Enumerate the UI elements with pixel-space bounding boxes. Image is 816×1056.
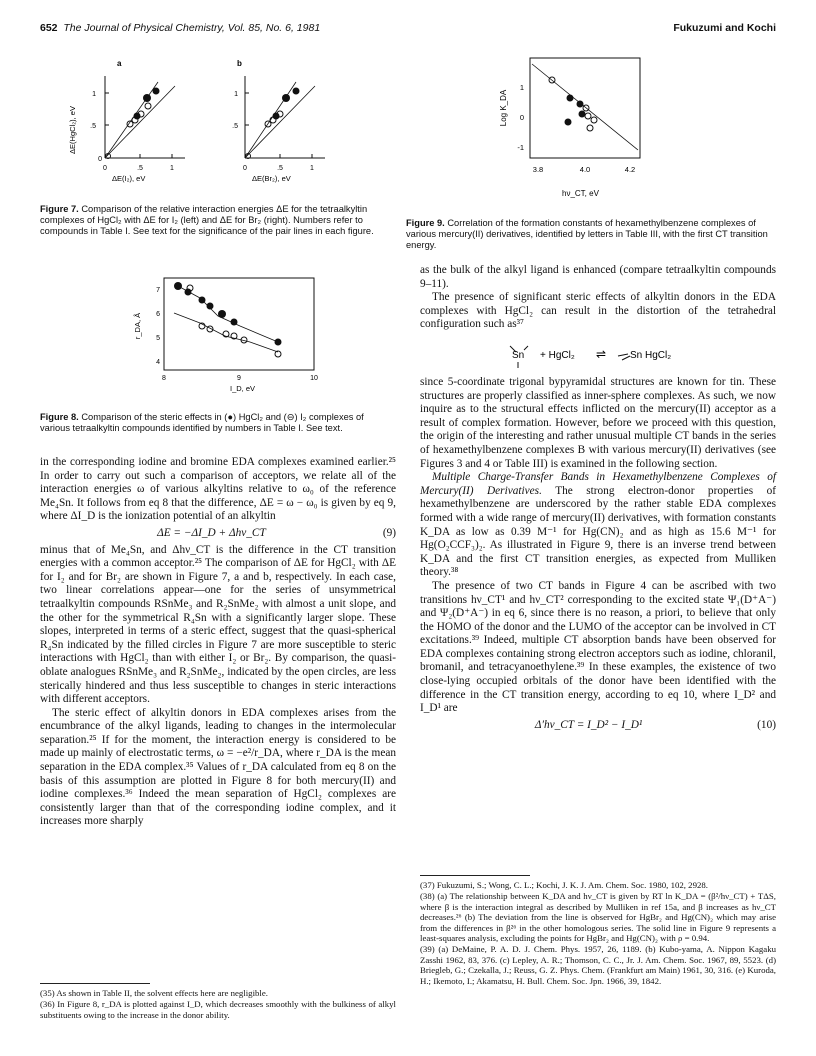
right-paragraph-3: since 5-coordinate trigonal bypyramidal structures are known for tin. These structures are properly classified as inner-sphere complexes. As such, we now inquire as to the structural effects inflicted on the mercury(II) acceptor as a result of complex formation. However, before we proceed with this question, the origin of the interesting and rather unusual multiple CT bands in the series of hexamethylbenzene complexes B with various mercury(II) derivatives (see Figures 3 and 4 or Table III) is examined in the following section. — [420, 376, 776, 470]
running-header-authors: Fukuzumi and Kochi — [673, 22, 776, 34]
footnote-35: (35) As shown in Table II, the solvent effects here are negligible. — [40, 988, 268, 998]
fig9-ytick: 0 — [519, 113, 524, 122]
figure-9-plot — [490, 50, 660, 210]
footnote-37: (37) Fukuzumi, S.; Wong, C. L.; Kochi, J. K. J. Am. Chem. Soc. 1980, 102, 2928. — [420, 880, 708, 890]
equation-10 — [420, 719, 776, 733]
left-paragraph-3: The steric effect of alkyltin donors in EDA complexes arises from the encumbrance of the alkyl ligands, leading to changes in the intermolecular separation.²⁵ If for the moment, the interaction energy is considered to be made up mainly of electrostatic terms, ω = −e²/r_DA, where r_DA is the mean separation in the EDA complex.³⁵ Values of r_DA calculated from eq 8 on the basis of this assumption are plotted in Figure 8 for both mercury(II) and iodine complexes.³⁶ Indeed the mean separation of HgCl₂ complexes are consistently larger than that of the corresponding iodine complex, and it increases more sharply — [40, 706, 396, 828]
fig7b-xtick: 0 — [243, 165, 247, 172]
fig8-ytick: 5 — [156, 335, 160, 342]
fig7-xlabel-a: ΔE(I₂), eV — [112, 174, 146, 183]
right-paragraph-1: as the bulk of the alkyl ligand is enhanced (compare tetraalkyltin compounds 9–11). — [420, 264, 776, 290]
footnote-36: (36) In Figure 8, r_DA is plotted against I_D, which decreases smoothly with the bulkiness of alkyl substituents owing to the increase in the donor ability. — [40, 999, 396, 1020]
figure-8-plot — [130, 268, 330, 393]
fig9-xtick: 3.8 — [532, 165, 544, 174]
running-header-left — [40, 22, 320, 34]
equation-10-expression: Δ′hν_CT = I_D² − I_D¹ — [534, 718, 643, 731]
fig8-xtick: 9 — [237, 375, 241, 382]
fig8-xlabel: I_D, eV — [230, 384, 256, 393]
fig9-caption-label: Figure 9. — [406, 218, 445, 228]
right-column-body — [420, 376, 776, 735]
left-paragraph-1: in the corresponding iodine and bromine EDA complexes examined earlier.²⁵ In order to carry out such a comparison of acceptors, we relate all of the interaction energies ω of various alkyltins relative to ω₀ of the reference Me₄Sn. It follows from eq 8 that the difference, ΔE = ω − ω₀ is given by eq 9, where ΔI_D is the ionization potential of an alkyltin — [40, 456, 396, 523]
fig7a-ytick: 1 — [92, 91, 96, 98]
fig7b-ytick: 1 — [234, 91, 238, 98]
right-column-top — [420, 264, 776, 332]
fig7a-xtick: 1 — [170, 165, 174, 172]
right-paragraph-4-text: The strong electron-donor properties of hexamethylbenzene are underscored by the rather stable EDA complexes formed with a wide range of mercury(II) derivatives, with formation constants K_DA as low as 0.39 M⁻¹ for Hg(CN)₂ and as high as 15.6 M⁻¹ for Hg(O₂CCF₃)₂. As illustrated in Figure 9, there is an inverse trend between K_DA and the first CT transition energies, as expected from Mulliken theory.³⁸ — [420, 484, 776, 579]
fig7b-ytick: .5 — [232, 123, 238, 130]
fig7-label-b: b — [237, 59, 242, 68]
equation-9-number: (9) — [382, 526, 396, 539]
journal-citation: The Journal of Physical Chemistry, Vol. 85, No. 6, 1981 — [63, 22, 321, 34]
footnote-38: (38) (a) The relationship between K_DA and hν_CT is given by RT ln K_DA = (β²/hν_CT) + TΔS, where β is the interaction integral as described by Mulliken in ref 15a, and β increases as hν_CT decreases.²⁶ (b) The deviation from the line is observed for HgBr₂ and Hg(CN)₂ which may arise from the differences in β²⁶ in the other homologous series. The solid line in Figure 9 represents a least-squares analysis, excluding the points for HgBr₂ and Hg(CN)₂ with ρ = 0.94. — [420, 891, 776, 944]
fig8-xtick: 8 — [162, 375, 166, 382]
fig7-panel-b — [232, 76, 325, 183]
fig8-caption-label: Figure 8. — [40, 412, 79, 422]
fig8-ytick: 6 — [156, 311, 160, 318]
figure-7-plots — [60, 58, 360, 198]
fig7-label-a: a — [117, 59, 122, 68]
fig7a-ytick: .5 — [90, 123, 96, 130]
left-footnotes — [40, 988, 396, 1021]
left-paragraph-2: minus that of Me₄Sn, and Δhν_CT is the difference in the CT transition energies with a common acceptor.²⁵ The comparison of ΔE for HgCl₂ with ΔE for I₂ and for Br₂ are shown in Figure 7, a and b, respectively. In each case, two linear correlations appear—one for the series of unsymmetrical tetraalkyltin compounds RSnMe₃ and R₂SnMe₂ with almost a unit slope, and the other for the symmetrical R₄Sn with a significantly larger slope. These slopes, interpreted in terms of a steric effect, suggest that the quasi-spherical R₄Sn indicated by the filled circles in Figure 7 are more susceptible to steric interactions with HgCl₂ than with either I₂ or Br₂. By comparison, the quasi-oblate analogues RSnMe₃ and R₂SnMe₂, indicated by the open circles, are less sterically hindered and thus less susceptible to changes in steric interactions with different acceptors. — [40, 543, 396, 706]
right-paragraph-2: The presence of significant steric effects of alkyltin donors in the EDA complexes with HgCl₂ can result in the distortion of the tetrahedral configuration such as³⁷ — [420, 291, 776, 331]
page-number: 652 — [40, 22, 58, 34]
fig7b-xtick: .5 — [277, 165, 283, 172]
fig9-ytick: -1 — [517, 143, 524, 152]
fig7-panel-a — [90, 76, 185, 183]
equation-9 — [40, 527, 396, 541]
fig9-ylabel: Log K_DA — [499, 89, 508, 127]
right-footnotes — [420, 880, 776, 987]
fig7a-xtick: 0 — [103, 165, 107, 172]
left-column-body — [40, 456, 396, 829]
scheme-equilibrium-arrow: ⇌ — [596, 347, 607, 361]
fig7-ylabel: ΔE(HgCl₂), eV — [68, 106, 77, 154]
footnote-rule-left — [40, 983, 150, 984]
section-heading: Multiple Charge-Transfer Bands in Hexamethylbenzene Complexes of Mercury(II) Derivatives. — [420, 471, 776, 497]
fig7-caption-text: Comparison of the relative interaction energies ΔE for the tetraalkyltin complexes of HgCl₂ with ΔE for I₂ (left) and ΔE for Br₂ (right). Numbers refer to compounds in Table I. See text for the significance of the pair lines in each figure. — [40, 204, 374, 237]
fig8-ylabel: r_DA, Å — [133, 312, 142, 340]
fig9-xtick: 4.2 — [624, 165, 636, 174]
scheme-distortion — [500, 336, 730, 372]
fig7a-ytick: 0 — [98, 156, 102, 163]
fig7a-xtick: .5 — [137, 165, 143, 172]
figure-8-caption — [40, 412, 396, 434]
figure-9-caption — [406, 218, 776, 252]
scheme-sn-left: Sn — [512, 350, 525, 361]
fig8-caption-text: Comparison of the steric effects in (●) HgCl₂ and (⊖) I₂ complexes of various tetraalkyltin compounds identified by numbers in Table I. See text. — [40, 412, 364, 434]
fig7-xlabel-b: ΔE(Br₂), eV — [252, 174, 291, 183]
fig8-xtick: 10 — [310, 375, 318, 382]
fig7-caption-label: Figure 7. — [40, 204, 79, 214]
footnote-rule-right — [420, 875, 530, 876]
fig8-ytick: 7 — [156, 287, 160, 294]
scheme-drawing — [500, 336, 730, 372]
equation-10-number: (10) — [757, 718, 776, 731]
fig9-caption-text: Correlation of the formation constants of hexamethylbenzene complexes of various mercury(II) derivatives, identified by letters in Table III, with the first CT transition energy. — [406, 218, 768, 251]
footnote-39: (39) (a) DeMaine, P. A. D. J. Chem. Phys. 1957, 26, 1189. (b) Kubo-yama, A. Nippon Kagaku Zasshi 1962, 83, 376. (c) Lepley, A. R.; Thomson, C. C., Jr. J. Am. Chem. Soc. 1967, 89, 5523. (d) Briegleb, G.; Czekalla, J.; Reuss, G. Z. Phys. Chem. (Frankfurt am Main) 1961, 30, 316. (e) Kuroda, H.; Ikemoto, I.; Akamatsu, H. Bull. Chem. Soc. Jpn. 1966, 39, 1842. — [420, 944, 776, 986]
figure-9 — [490, 50, 660, 210]
fig7b-xtick: 1 — [310, 165, 314, 172]
scheme-right-label: Sn HgCl₂ — [630, 350, 672, 361]
fig9-ytick: 1 — [519, 83, 524, 92]
right-paragraph-5: The presence of two CT bands in Figure 4 can be ascribed with two transitions hν_CT¹ and hν_CT² corresponding to the excited state Ψ₁(D⁺A⁻) and Ψ₂(D⁺A⁻) in eq 6, since there is no reason, a priori, to believe that only the HOMO of the donor and the LUMO of the acceptor can be involved in CT excitations.³⁹ Indeed, multiple CT absorption bands have been observed for EDA complexes containing strong electron acceptors such as iodine, chloranil, bromanil, and tetracyanoethylene.³⁹ In these examples, the existence of two close-lying occupied orbitals of the donor have been identified with the difference in the CT transition energy, according to eq 10, where I_D² and I_D¹ are — [420, 579, 776, 715]
fig9-xtick: 4.0 — [579, 165, 591, 174]
fig8-ytick: 4 — [156, 359, 160, 366]
figure-7-caption — [40, 204, 396, 238]
equation-9-expression: ΔE = −ΔI_D + Δhν_CT — [157, 526, 266, 539]
figure-7 — [60, 58, 360, 198]
fig9-xlabel: hν_CT, eV — [562, 189, 599, 198]
right-paragraph-4 — [420, 471, 776, 580]
figure-8 — [130, 268, 330, 393]
scheme-left-label: + HgCl₂ — [540, 350, 575, 361]
